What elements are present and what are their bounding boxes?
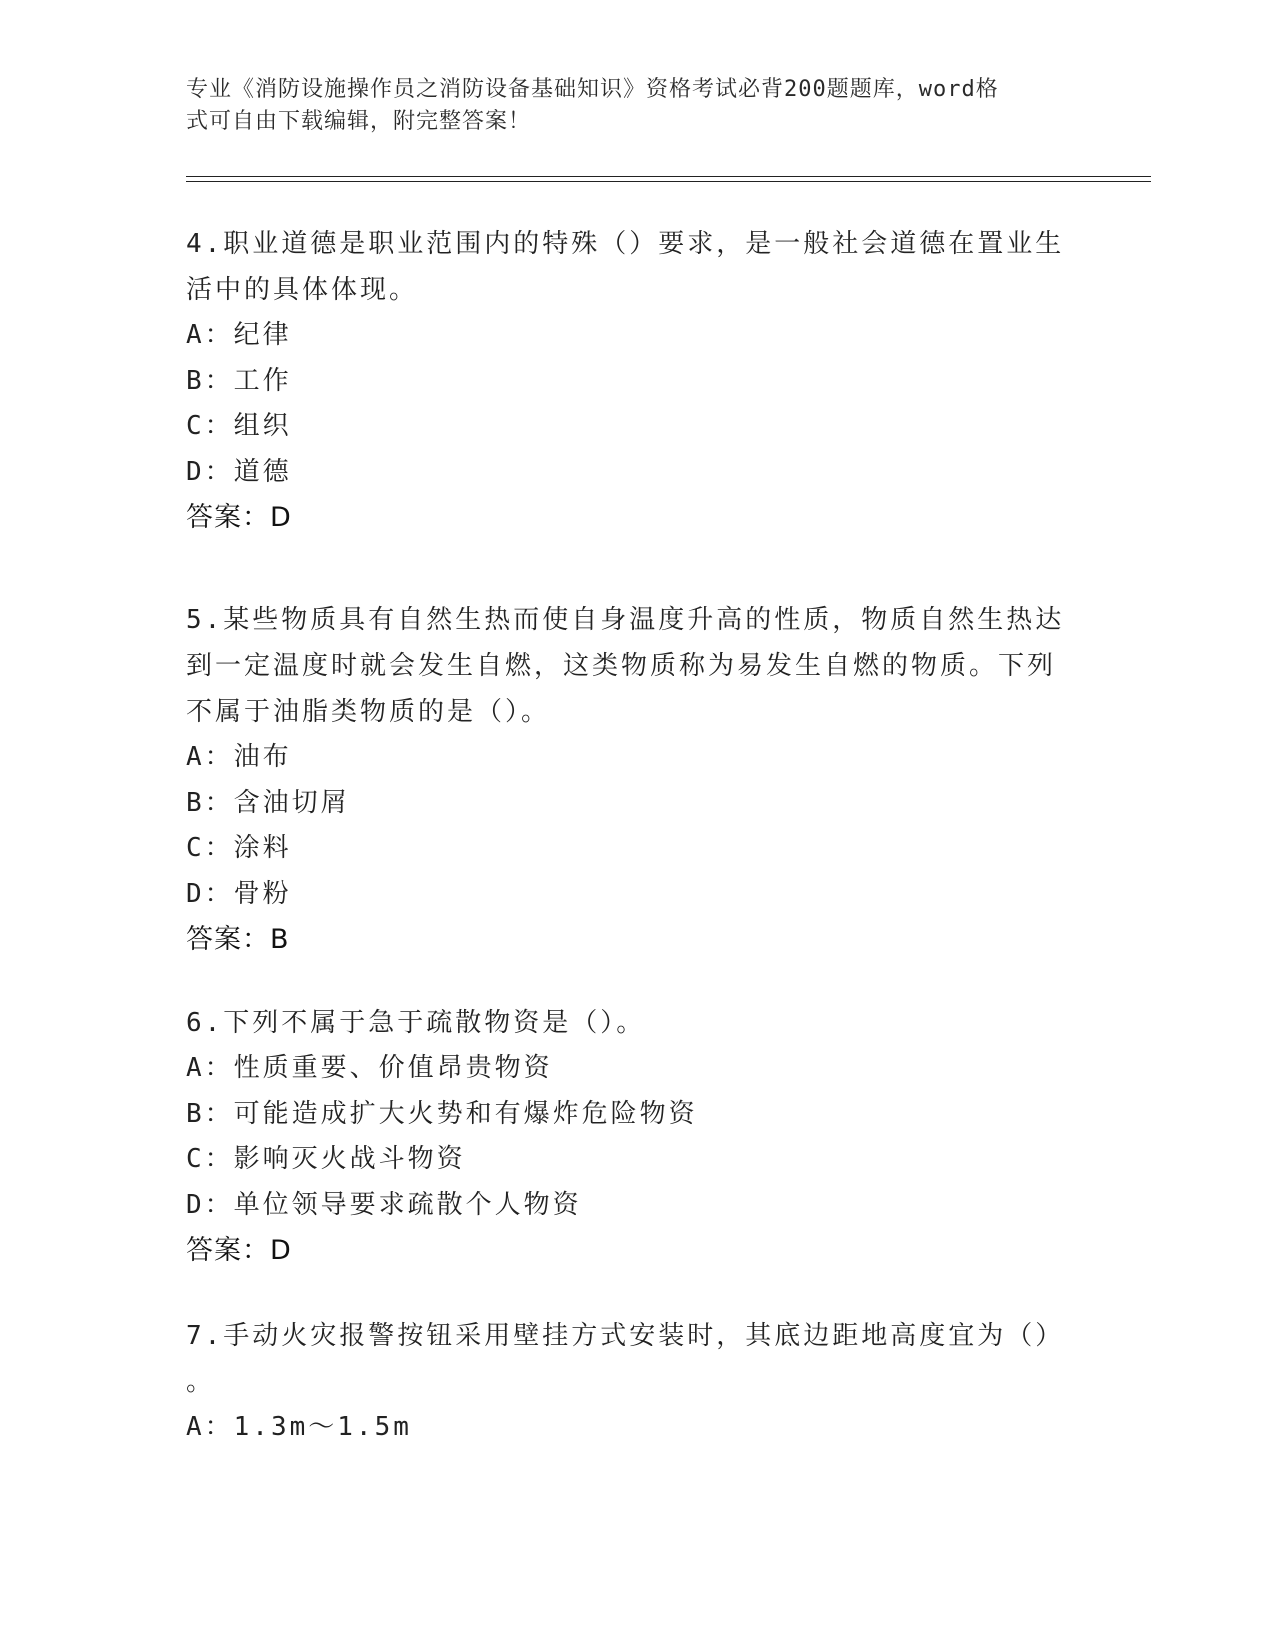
- option-a: A：性质重要、价值昂贵物资: [186, 1053, 553, 1083]
- answer-label: 答案：B: [186, 924, 290, 955]
- option-b: B：可能造成扩大火势和有爆炸危险物资: [186, 1098, 698, 1129]
- header-line-1: 专业《消防设施操作员之消防设备基础知识》资格考试必背200题题库，word格: [186, 77, 999, 102]
- answer-label: 答案：D: [186, 1235, 292, 1266]
- question-stem-line: 活中的具体体现。: [186, 275, 419, 305]
- question-stem-line: 到一定温度时就会发生自燃，这类物质称为易发生自燃的物质。下列: [186, 651, 1057, 681]
- option-a: A：油布: [186, 742, 292, 772]
- question-stem-line: 7.手动火灾报警按钮采用壁挂方式安装时，其底边距地高度宜为（）: [186, 1321, 1065, 1351]
- document-header: [186, 74, 1086, 138]
- question-5: [186, 597, 1066, 963]
- option-b: B：工作: [186, 365, 292, 396]
- question-stem-line: 不属于油脂类物质的是（）。: [186, 697, 551, 727]
- answer-label: 答案：D: [186, 502, 292, 533]
- question-4: [186, 221, 1066, 541]
- option-c: C：组织: [186, 411, 292, 441]
- header-divider-bottom: [186, 181, 1151, 182]
- question-stem-line: 。: [186, 1367, 216, 1397]
- header-line-2: 式可自由下载编辑，附完整答案！: [186, 109, 532, 134]
- option-a: A：1.3m～1.5m: [186, 1412, 412, 1442]
- question-stem-line: 4.职业道德是职业范围内的特殊（）要求，是一般社会道德在置业生: [186, 229, 1065, 259]
- option-c: C：影响灭火战斗物资: [186, 1144, 466, 1174]
- question-stem-line: 5.某些物质具有自然生热而使自身温度升高的性质，物质自然生热达: [186, 605, 1065, 635]
- header-divider-top: [186, 176, 1151, 177]
- option-b: B：含油切屑: [186, 787, 350, 818]
- option-d: D：单位领导要求疏散个人物资: [186, 1189, 582, 1220]
- question-stem-line: 6.下列不属于急于疏散物资是（）。: [186, 1008, 646, 1038]
- option-a: A：纪律: [186, 320, 292, 350]
- question-6: [186, 1000, 1066, 1274]
- option-d: D：骨粉: [186, 878, 292, 909]
- option-c: C：涂料: [186, 833, 292, 863]
- question-7: [186, 1313, 1066, 1451]
- option-d: D：道德: [186, 456, 292, 487]
